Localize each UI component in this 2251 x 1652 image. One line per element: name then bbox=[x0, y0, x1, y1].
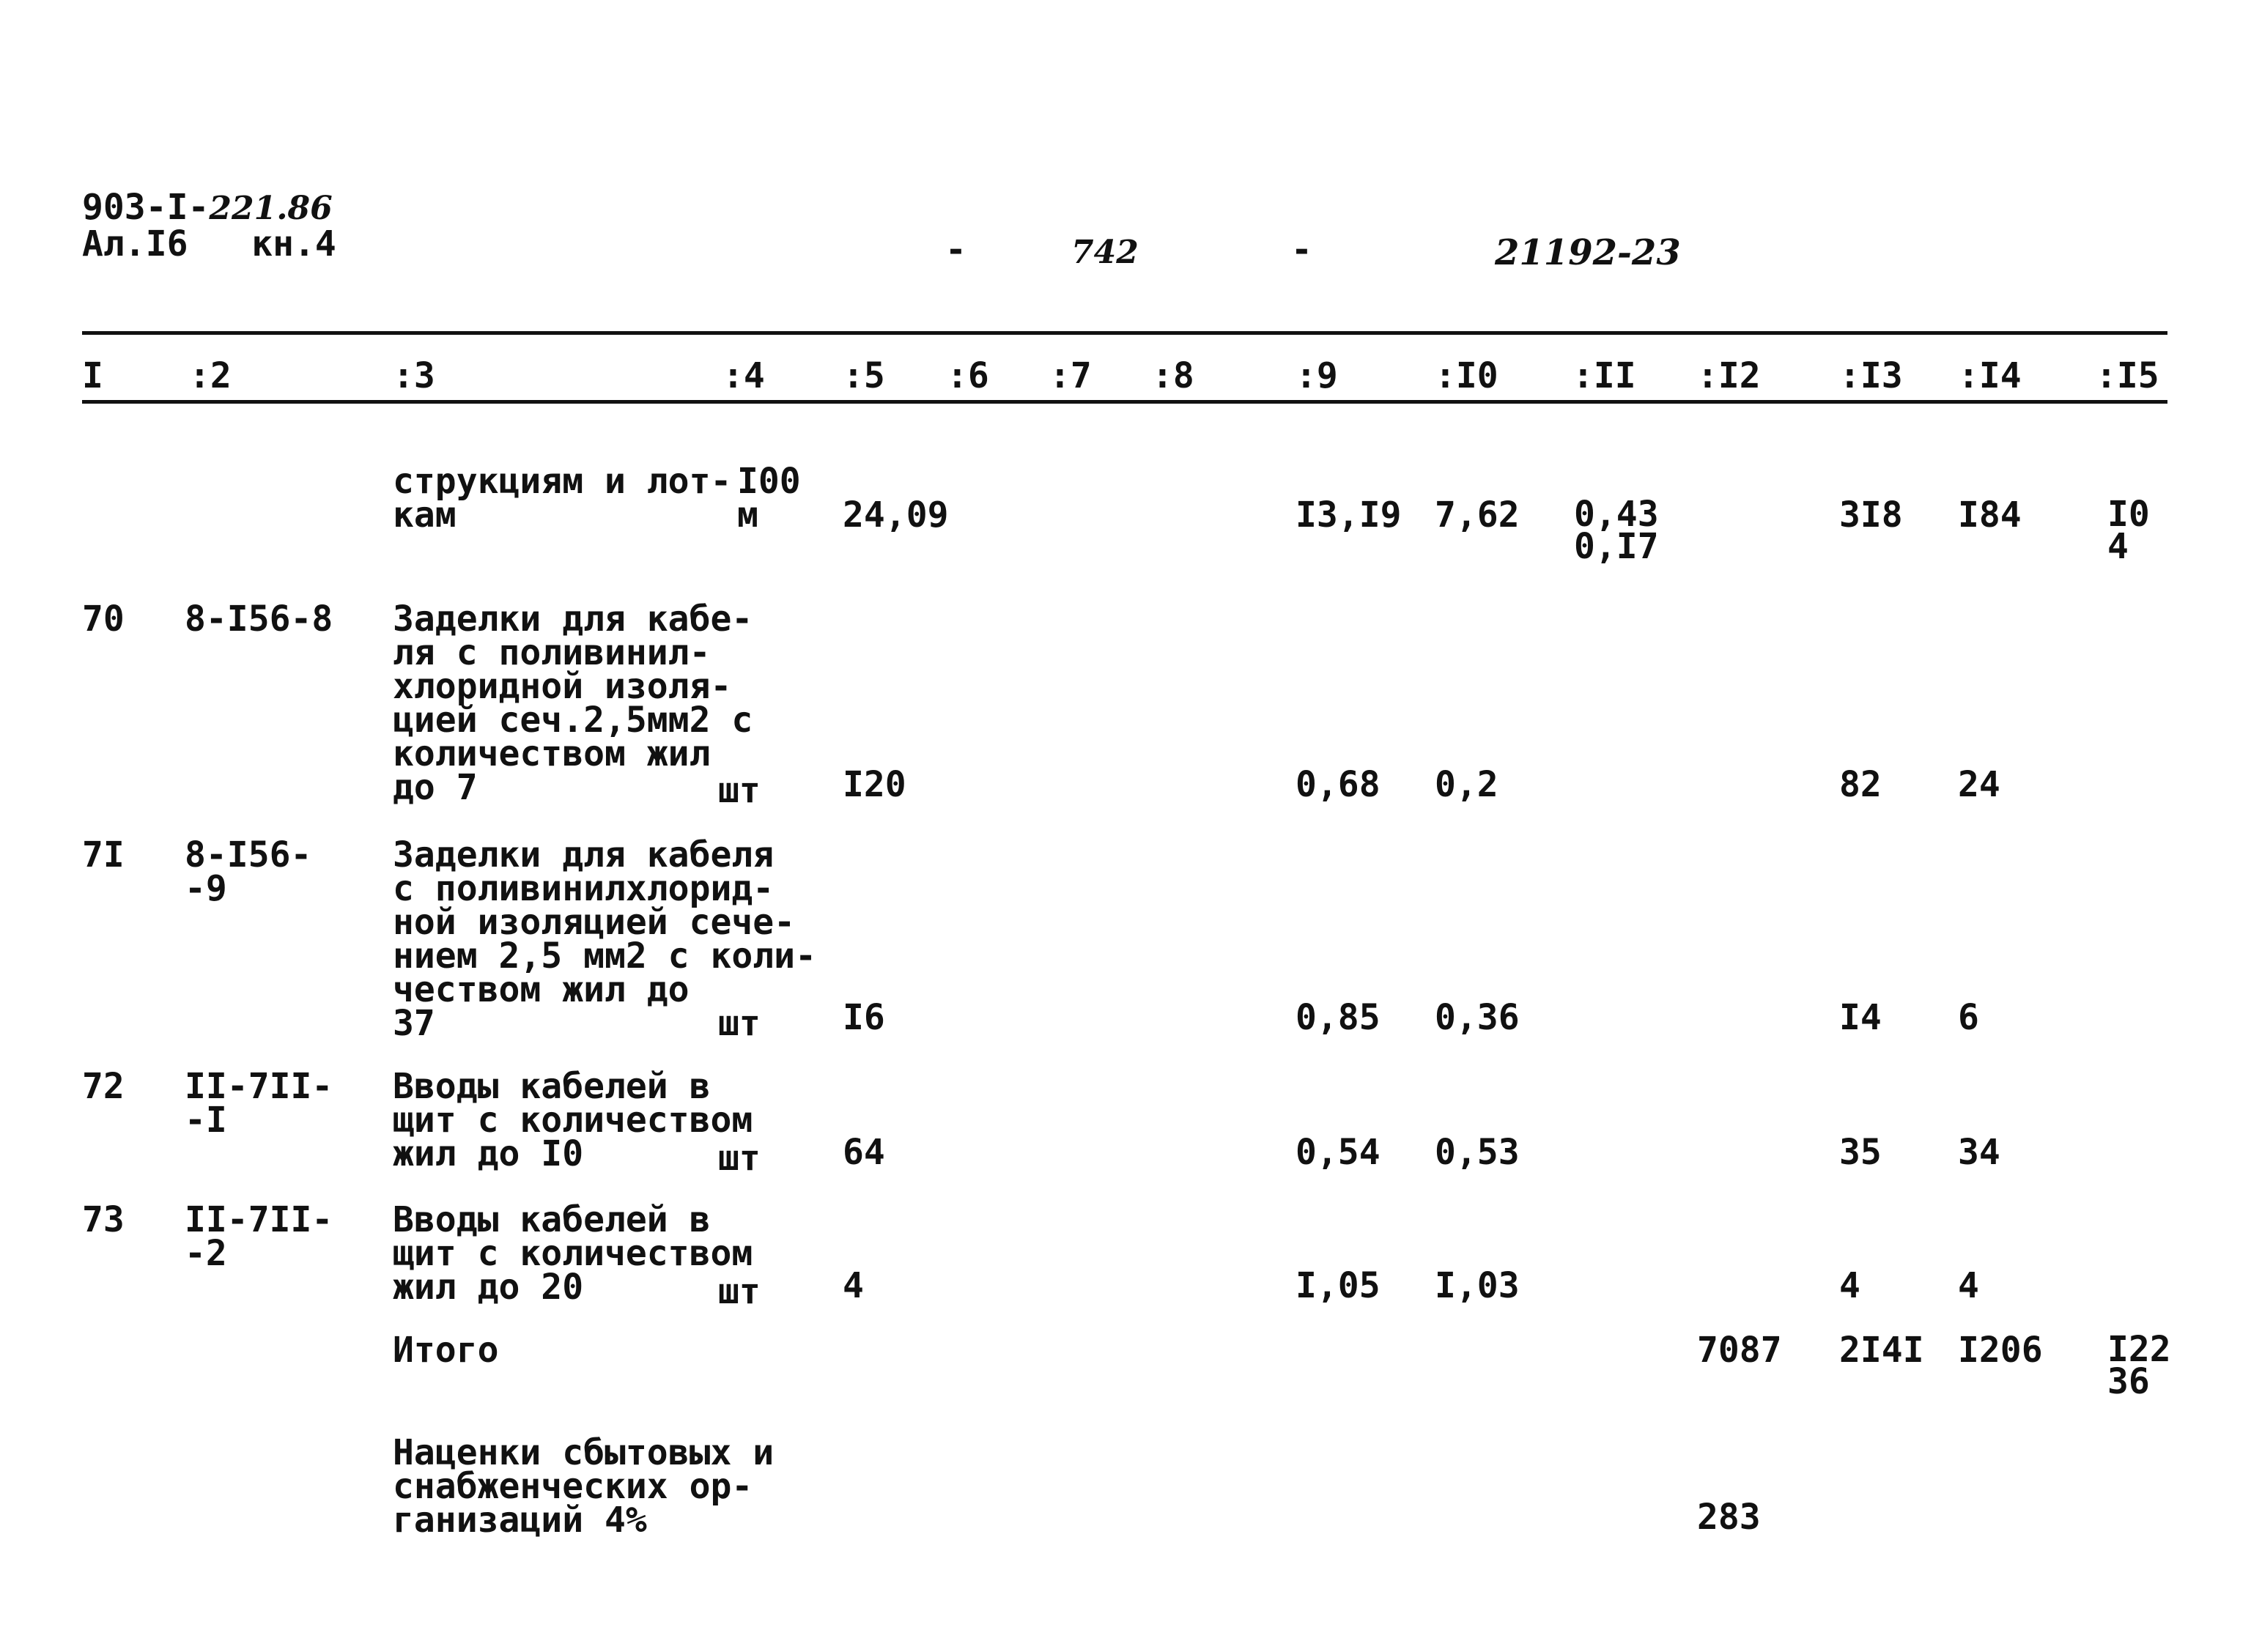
row-col10: 0,53 bbox=[1435, 1132, 1520, 1173]
row-number: 70 bbox=[82, 599, 125, 640]
row-col9: 0,68 bbox=[1295, 764, 1380, 805]
row-col10: 7,62 bbox=[1435, 495, 1520, 536]
header-dash-2: - bbox=[1291, 229, 1312, 270]
album-line: Ал.I6 кн.4 bbox=[82, 223, 336, 264]
row-col14: 4 bbox=[1958, 1265, 1979, 1306]
row-description: струкциям и лот- кам bbox=[393, 461, 732, 536]
row-col14: I84 bbox=[1958, 495, 2022, 536]
header-dash-1: - bbox=[945, 229, 966, 270]
row-col5: 64 bbox=[843, 1132, 885, 1173]
header-rule-bottom bbox=[82, 400, 2167, 404]
column-header-4: :4 bbox=[722, 355, 765, 396]
row-col15: I0 4 bbox=[2107, 494, 2150, 567]
row-description: Заделки для кабеля с поливинилхлорид- ной изоляцией сече- нием 2,5 мм2 с коли- чеством жил до 37 bbox=[393, 834, 816, 1044]
column-header-14: :I4 bbox=[1958, 355, 2022, 396]
row-col14: 34 bbox=[1958, 1132, 2000, 1173]
row-code: 8-I56-8 bbox=[185, 599, 333, 640]
row-col10: 0,36 bbox=[1435, 997, 1520, 1038]
column-header-2: :2 bbox=[189, 355, 232, 396]
column-header-1: I bbox=[82, 355, 103, 396]
total-col14: I206 bbox=[1958, 1330, 2043, 1371]
row-col9: I3,I9 bbox=[1295, 495, 1402, 536]
total-col15: I22 36 bbox=[2107, 1329, 2171, 1402]
total-col12: 7087 bbox=[1697, 1330, 1782, 1371]
row-col10: I,03 bbox=[1435, 1265, 1520, 1306]
row-unit: I00 м bbox=[737, 461, 801, 536]
row-number: 73 bbox=[82, 1199, 125, 1240]
row-unit: шт bbox=[718, 1271, 761, 1312]
doc-code-printed: 903-I- bbox=[82, 187, 210, 228]
column-header-10: :I0 bbox=[1435, 355, 1498, 396]
row-number: 72 bbox=[82, 1066, 125, 1107]
total-label: Итого bbox=[393, 1330, 499, 1371]
column-header-5: :5 bbox=[843, 355, 885, 396]
page-number: 742 bbox=[1071, 234, 1139, 271]
row-col11: 0,43 0,I7 bbox=[1574, 494, 1659, 567]
row-col13: 35 bbox=[1839, 1132, 1882, 1173]
column-header-7: :7 bbox=[1049, 355, 1092, 396]
column-header-13: :I3 bbox=[1839, 355, 1903, 396]
column-header-3: :3 bbox=[393, 355, 435, 396]
row-col14: 6 bbox=[1958, 997, 1979, 1038]
column-header-15: :I5 bbox=[2096, 355, 2159, 396]
row-description: Вводы кабелей в щит с количеством жил до I0 bbox=[393, 1066, 753, 1174]
row-col13: I4 bbox=[1839, 997, 1882, 1038]
row-number: 7I bbox=[82, 834, 125, 875]
markup-col12: 283 bbox=[1697, 1497, 1761, 1538]
column-header-12: :I2 bbox=[1697, 355, 1761, 396]
column-header-9: :9 bbox=[1295, 355, 1338, 396]
header-rule-top bbox=[82, 331, 2167, 335]
row-unit: шт bbox=[718, 770, 761, 811]
row-unit: шт bbox=[718, 1138, 761, 1179]
row-col5: 4 bbox=[843, 1265, 864, 1306]
row-col9: I,05 bbox=[1295, 1265, 1380, 1306]
row-col9: 0,54 bbox=[1295, 1132, 1380, 1173]
column-header-8: :8 bbox=[1152, 355, 1194, 396]
row-col10: 0,2 bbox=[1435, 764, 1498, 805]
row-col14: 24 bbox=[1958, 764, 2000, 805]
row-unit: шт bbox=[718, 1003, 761, 1044]
row-code: 8-I56- -9 bbox=[185, 834, 312, 909]
column-header-6: :6 bbox=[947, 355, 989, 396]
row-col9: 0,85 bbox=[1295, 997, 1380, 1038]
row-col13: 3I8 bbox=[1839, 495, 1903, 536]
row-col5: I6 bbox=[843, 997, 885, 1038]
row-col5: I20 bbox=[843, 764, 906, 805]
row-code: II-7II- -I bbox=[185, 1066, 333, 1141]
total-col13: 2I4I bbox=[1839, 1330, 1924, 1371]
row-code: II-7II- -2 bbox=[185, 1199, 333, 1274]
markup-label: Наценки сбытовых и снабженческих ор- ганизаций 4% bbox=[393, 1432, 775, 1541]
column-header-11: :II bbox=[1572, 355, 1636, 396]
row-col5: 24,09 bbox=[843, 495, 949, 536]
sheet-code: 21192-23 bbox=[1495, 232, 1681, 273]
row-col13: 4 bbox=[1839, 1265, 1860, 1306]
row-col13: 82 bbox=[1839, 764, 1882, 805]
doc-code-handwritten: 221.86 bbox=[209, 190, 333, 227]
doc-code bbox=[82, 187, 333, 228]
row-description: Вводы кабелей в щит с количеством жил до 20 bbox=[393, 1199, 753, 1308]
row-description: Заделки для кабе- ля с поливинил- хлоридной изоля- цией сеч.2,5мм2 с количеством жил до 7 bbox=[393, 599, 753, 808]
